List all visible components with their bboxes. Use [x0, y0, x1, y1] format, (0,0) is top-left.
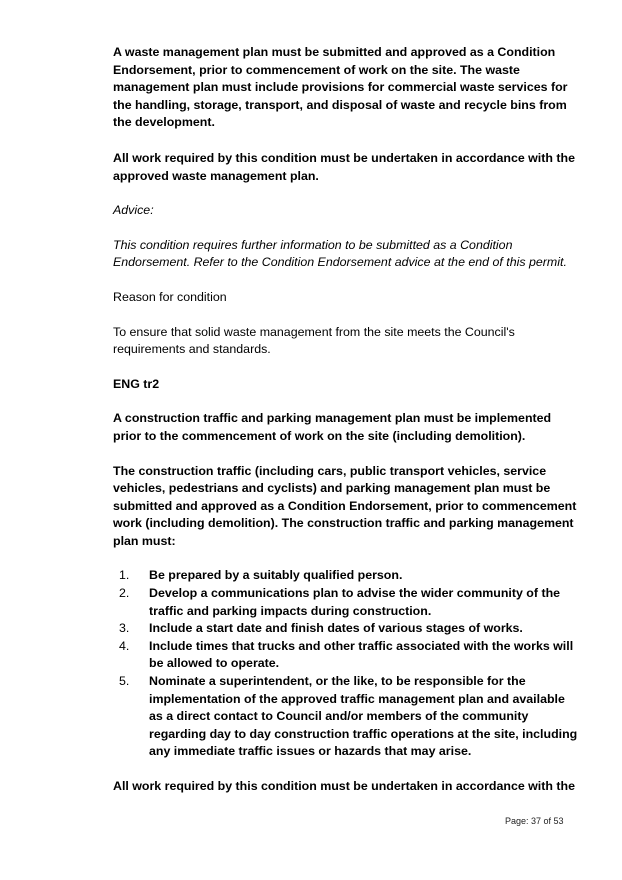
page-number-footer: Page: 37 of 53 — [505, 816, 564, 826]
list-item — [113, 567, 581, 585]
advice-text: This condition requires further information to be submitted as a Condition Endorsement. Refer to the Condition Endorsement advice at the end of this permit. — [113, 237, 567, 270]
list-item-text: Develop a communications plan to advise the wider community of the traffic and parking impacts during construction. — [149, 586, 561, 618]
list-item-number: 2. — [119, 586, 130, 601]
list-item-number: 5. — [119, 674, 130, 689]
list-item-text: Include times that trucks and other traffic associated with the works will be allowed to operate. — [149, 638, 574, 671]
requirements-list — [113, 567, 581, 761]
traffic-implement-paragraph: A construction traffic and parking management plan must be implemented prior to the commencement of work on the site (including demolition). — [113, 411, 552, 443]
condition-code-heading: ENG tr2 — [113, 376, 160, 391]
reason-label: Reason for condition — [113, 289, 227, 304]
traffic-submit-paragraph: The construction traffic (including cars, public transport vehicles, service vehicles, pedestrians and cyclists) and parking management plan must be submitted and approved as a Condition Endorsement, prior to commencement work (including demolition). The construction traffic and parking management plan must: — [113, 463, 577, 548]
reason-text: To ensure that solid waste management from the site meets the Council's requirements and standards. — [113, 324, 515, 357]
list-item-number: 4. — [119, 638, 130, 653]
list-item-text: Be prepared by a suitably qualified person. — [149, 568, 403, 583]
list-item-number: 3. — [119, 621, 130, 636]
page-body — [113, 44, 581, 796]
waste-plan-paragraph: A waste management plan must be submitted and approved as a Condition Endorsement, prior to commencement of work on the site. The waste management plan must include provisions for commercial waste services for the handling, storage, transport, and disposal of waste and recycle bins from the development. — [113, 45, 568, 130]
advice-label: Advice: — [113, 203, 154, 218]
list-item-text: Include a start date and finish dates of various stages of works. — [149, 621, 523, 636]
list-item — [113, 673, 581, 761]
list-item-text: Nominate a superintendent, or the like, to be responsible for the implementation of the approved traffic management plan and available as a direct contact to Council and/or members of the community regarding day to day construction traffic operations at the site, including any immediate traffic issues or hazards that may arise. — [149, 674, 578, 759]
traffic-accordance-paragraph: All work required by this condition must be undertaken in accordance with the — [113, 779, 575, 793]
waste-accordance-paragraph: All work required by this condition must be undertaken in accordance with the approved waste management plan. — [113, 150, 575, 183]
list-item — [113, 620, 581, 638]
list-item-number: 1. — [119, 568, 130, 583]
list-item — [113, 585, 581, 620]
list-item — [113, 638, 581, 673]
